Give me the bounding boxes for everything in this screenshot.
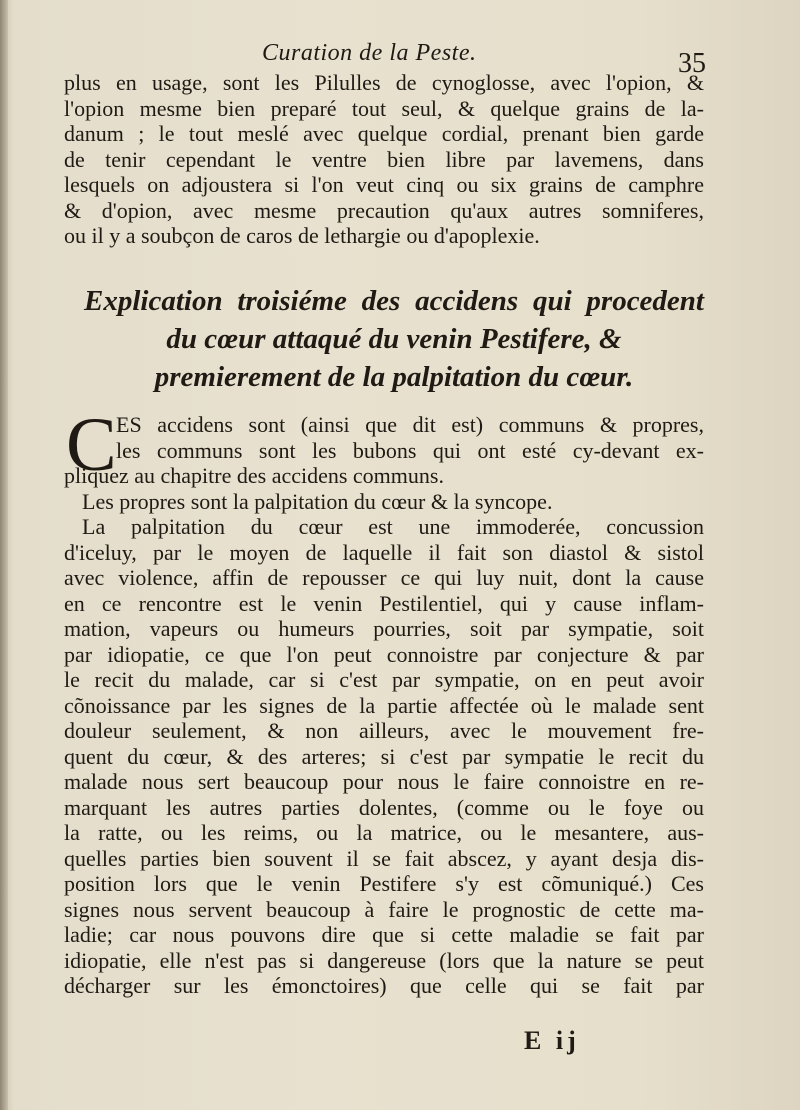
text-line: malade nous sert beaucoup pour nous le faire connoistre en re- bbox=[64, 769, 704, 794]
text-line: ou il y a soubçon de caros de lethargie ou d'apoplexie. bbox=[64, 223, 540, 248]
text-line: marquant les autres parties dolentes, (comme ou le foye ou bbox=[64, 794, 704, 820]
signature-mark: E ij bbox=[524, 1026, 580, 1055]
text-line: quent du cœur, & des arteres; si c'est par sympatie le recit du bbox=[64, 743, 704, 769]
text-line: ladie; car nous pouvons dire que si cette maladie se fait par bbox=[64, 922, 704, 947]
body-text bbox=[64, 403, 704, 999]
text-line: la ratte, ou les reims, ou la matrice, ou le mesantere, aus- bbox=[64, 820, 704, 845]
text-line: position lors que le venin Pestifere s'y est cõmuniqué.) Ces bbox=[64, 871, 704, 896]
text-line: le recit du malade, car si c'est par sympatie, on en peut avoir bbox=[64, 667, 704, 692]
text-line: Les propres sont la palpitation du cœur & la syncope. bbox=[82, 488, 553, 514]
running-head: Curation de la Peste. bbox=[262, 40, 477, 66]
text-line: de tenir cependant le ventre bien libre par lavemens, dans bbox=[64, 146, 704, 172]
text-line: pliquez au chapitre des accidens communs. bbox=[64, 463, 444, 488]
text-line: d'iceluy, par le moyen de laquelle il fait son diastol & sistol bbox=[64, 539, 704, 565]
heading-line: Explication troisiéme des accidens qui procedent bbox=[84, 285, 704, 317]
page-gutter bbox=[0, 0, 8, 1110]
text-line: signes nous servent beaucoup à faire le prognostic de cette ma- bbox=[64, 896, 704, 922]
top-paragraph bbox=[64, 70, 704, 249]
text-line: La palpitation du cœur est une immoderée, concussion bbox=[82, 514, 704, 539]
text-line: douleur seulement, & non ailleurs, avec le mouvement fre- bbox=[64, 718, 704, 743]
text-line: mation, vapeurs ou humeurs pourries, soit par sympatie, soit bbox=[64, 616, 704, 641]
text-line: en ce rencontre est le venin Pestilentiel, qui y cause inflam- bbox=[64, 590, 704, 616]
page-number: 35 bbox=[678, 48, 706, 79]
section-heading bbox=[84, 282, 704, 396]
text-line: l'opion mesme bien preparé tout seul, & quelque grains de la- bbox=[64, 95, 704, 121]
text-line: plus en usage, sont les Pilulles de cynoglosse, avec l'opion, & bbox=[64, 70, 704, 95]
text-line: par idiopatie, ce que l'on peut connoistre par conjecture & par bbox=[64, 641, 704, 667]
text-line: lesquels on adjoustera si l'on veut cinq ou six grains de camphre bbox=[64, 172, 704, 197]
text-line: idiopatie, elle n'est pas si dangereuse (lors que la nature se peut bbox=[64, 947, 704, 973]
text-line: avec violence, affin de repousser ce qui luy nuit, dont la cause bbox=[64, 565, 704, 590]
text-line: décharger sur les émonctoires) que celle qui se fait par bbox=[64, 973, 704, 998]
text-line: cõnoissance par les signes de la partie affectée où le malade sent bbox=[64, 692, 704, 718]
text-line: danum ; le tout meslé avec quelque cordial, prenant bien garde bbox=[64, 121, 704, 146]
heading-line: du cœur attaqué du venin Pestifere, & bbox=[166, 323, 622, 355]
text-line: quelles parties bien souvent il se fait abscez, y ayant desja dis- bbox=[64, 845, 704, 871]
text-line: ES accidens sont (ainsi que dit est) communs & propres, bbox=[116, 412, 704, 437]
heading-line: premierement de la palpitation du cœur. bbox=[154, 361, 634, 393]
text-line: les communs sont les bubons qui ont esté cy-devant ex- bbox=[116, 437, 704, 463]
drop-cap: C bbox=[66, 403, 117, 487]
text-line: & d'opion, avec mesme precaution qu'aux autres somniferes, bbox=[64, 197, 704, 223]
